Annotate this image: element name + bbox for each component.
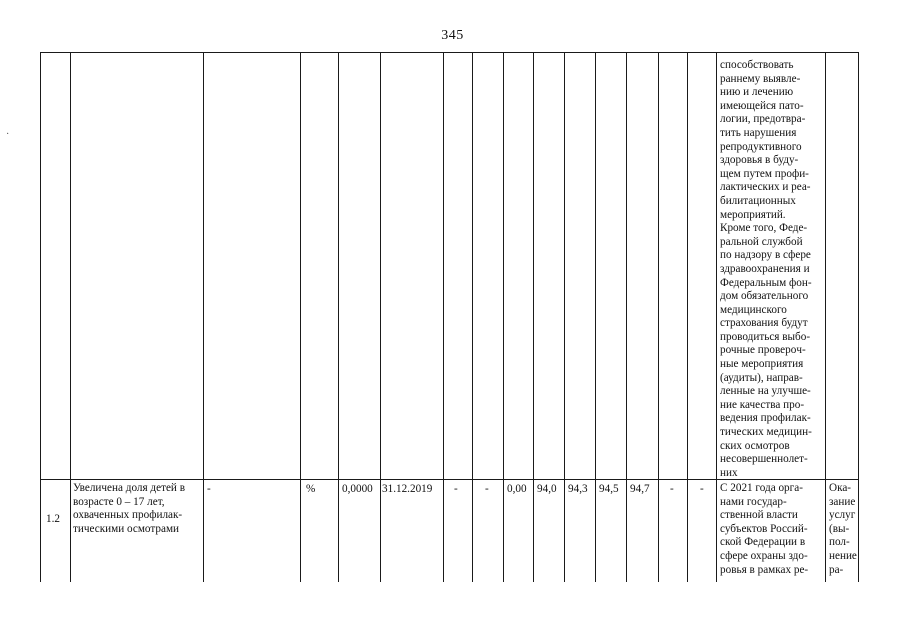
col-border — [533, 52, 534, 582]
col-border — [687, 52, 688, 582]
value-cell: 94,5 — [599, 483, 619, 495]
value-cell: 94,0 — [537, 483, 557, 495]
base-date: 31.12.2019 — [382, 483, 433, 495]
cell-dash: - — [700, 483, 704, 495]
page-number: 345 — [441, 28, 464, 43]
col-border — [443, 52, 444, 582]
value-cell: 94,7 — [630, 483, 650, 495]
unit-cell: % — [306, 483, 316, 495]
scan-mark: · — [6, 129, 10, 140]
indicator-name: Увеличена доля детей в возрасте 0 – 17 лет, охваченных профилак- тическими осмотрами — [73, 482, 185, 535]
cell-dash: - — [454, 483, 458, 495]
col-border — [40, 52, 41, 582]
col-border — [203, 52, 204, 582]
col-border — [300, 52, 301, 582]
cell-dash: - — [207, 483, 211, 495]
cell-dash: - — [670, 483, 674, 495]
value-cell: 0,00 — [507, 483, 527, 495]
col-border — [380, 52, 381, 582]
col-border — [825, 52, 826, 582]
row-number: 1.2 — [46, 513, 60, 525]
comment-continuation: способствовать раннему выявле- нию и лечению имеющейся пато- логии, предотвра- тить нарушения репродуктивного здоровья в буду- щем путем профи- лактических и реа- билитационных мероприятий. Кроме того, Феде- ральной службой по надзору в сфере здравоохранения и Федеральным фон- дом обязательного медицинского страхования будут проводиться выбо- рочные проверoч- ные мероприятия (аудиты), направ- ленные на улучше- ние качества про- ведения профилак- тических медицин- ских осмотров несовершеннолет- них — [720, 59, 812, 479]
col-border — [472, 52, 473, 582]
col-border — [595, 52, 596, 582]
value-cell: 94,3 — [568, 483, 588, 495]
col-border — [626, 52, 627, 582]
col-border — [503, 52, 504, 582]
col-border — [716, 52, 717, 582]
comment-cell: С 2021 года орга- нами государ- ственной власти субъектов Россий- ской Федерации в сфере охраны здо- ровья в рамках ре- — [720, 482, 809, 576]
col-border — [338, 52, 339, 582]
base-value: 0,0000 — [342, 483, 373, 495]
col-border — [70, 52, 71, 582]
col-border — [658, 52, 659, 582]
table-top-border — [40, 52, 858, 53]
cell-dash: - — [485, 483, 489, 495]
last-column-cell: Ока- зание услуг (вы- пол- нение ра- — [829, 482, 857, 576]
col-border — [858, 52, 859, 582]
col-border — [564, 52, 565, 582]
